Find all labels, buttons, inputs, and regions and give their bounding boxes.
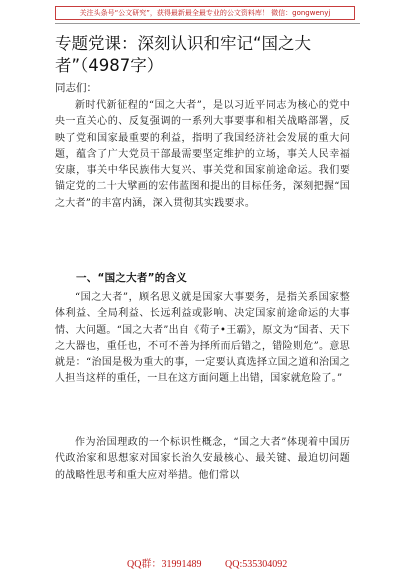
section-heading: 一、“国之大者”的含义 (76, 272, 188, 284)
document-title: 专题党课：深刻认识和牢记“国之大者”（4987字） (55, 34, 312, 75)
paragraph: 新时代新征程的“国之大者”，是以习近平同志为核心的党中央一直关心的、反复强调的一系列大事要事和相关战略部署，反映了党和国家最重要的利益，指明了我国经济社会发展的重大问题，蕴含了广大党员干部最需要坚定维护的立场，事关人民幸福安康，事关中华民族伟大复兴、事关党和国家前途命运。我们要锚定党的二十大擘画的宏伟蓝图和提出的目标任务，深刻把握“国之大者”的丰富内涵，深入贯彻其实践要求。 (55, 100, 350, 209)
footer-qq-contact: QQ:535304092 (225, 559, 288, 570)
header-divider (55, 23, 360, 24)
footer-qq-group: QQ群：31991489 (127, 559, 202, 570)
header-banner: 关注头条号“公文研究”，获得最新最全最专业的公文资料库！ 微信：gongwenyj (55, 6, 355, 20)
paragraph: 作为治国理政的一个标识性概念，“国之大者”体现着中国历代政治家和思想家对国家长治久安最核心、最关键、最迫切问题的战略性思考和重大应对举措。他们常以 (55, 437, 350, 481)
greeting: 同志们： (55, 82, 97, 94)
document-body (55, 98, 350, 484)
footer (0, 558, 408, 572)
paragraph: “国之大者”，顾名思义就是国家大事要务，是指关系国家整体利益、全局利益、长远利益或影响、决定国家前途命运的大事情、大问题。“国之大者”出自《荀子•王霸》，原文为“国者、天下之大器也，重任也，不可不善为择所而后错之，错险则危”。意思就是：“治国是极为重大的事，一定要认真选择立国之道和治国之人担当这样的重任，一旦在这方面问题上出错，国家就危险了。” (55, 292, 350, 385)
